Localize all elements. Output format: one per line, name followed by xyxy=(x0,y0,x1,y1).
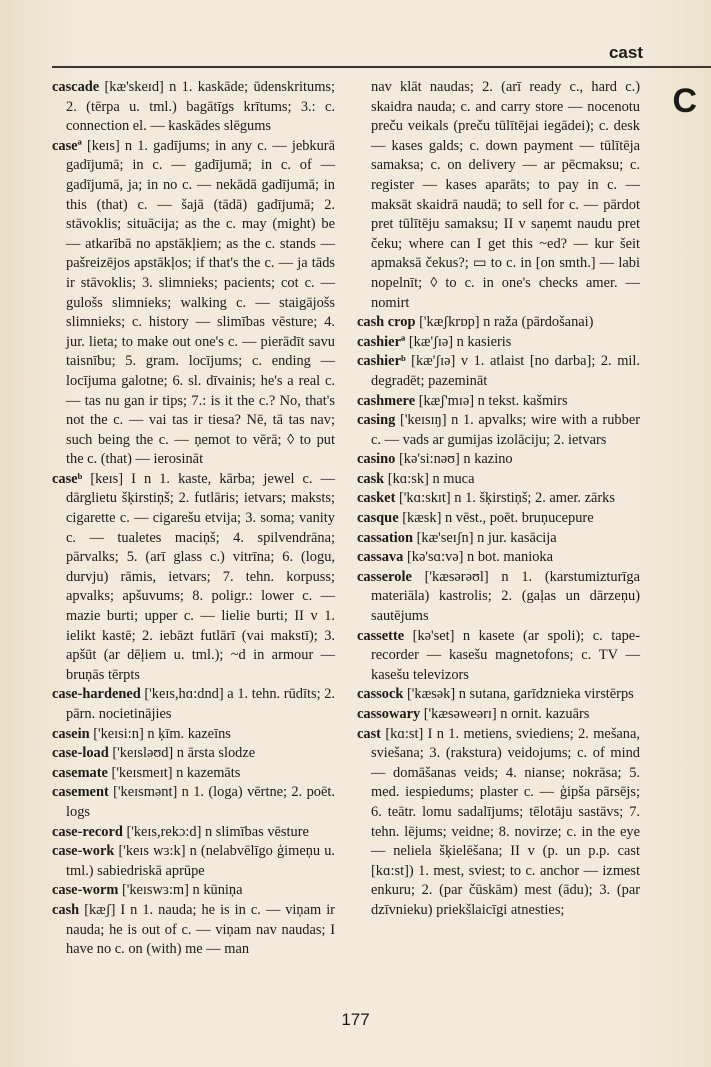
right-column xyxy=(357,78,640,921)
running-head: cast xyxy=(608,43,643,62)
headword: casein xyxy=(52,725,90,742)
headword: cassowary xyxy=(357,706,421,722)
header-rule xyxy=(52,66,711,68)
headword: case-load xyxy=(52,745,109,762)
dictionary-entry xyxy=(52,470,335,686)
dictionary-entry xyxy=(357,568,640,627)
entry-body: [keɪs] n 1. gadījums; in any c. — jebkurā gadījumā; in c. — gadījumā; in c. of — gadījumā, ja; in no c. — nekādā gadījumā; in this (that) c. — šajā (tādā) gadījumā; 2. stāvoklis; situācija; as the c. may (might) be — atkarībā no apstākļiem; as the c. stands — pašreizējos apstākļos; if that's the c. — ja tāds ir stāvoklis; 3. slimnieks; pacients; cot c. — gulošs slimnieks; walking c. — staigājošs slimnieks; c. history — slimības vēsture; 4. jur. lieta; to make out one's c. — pierādīt savu taisnību; 5. gram. locījums; c. ending — locījuma galotne; 6. sl. dīvainis; he's a real c. — tas nu gan ir tips; 7.: is it the c.? No, that's not the c. — vai tas ir tiesa? Nē, tā tas nav; such being the c. — ņemot to vērā; ◊ to put the c. (that) — ierosināt xyxy=(66,137,335,468)
dictionary-entry xyxy=(357,470,640,490)
thumb-index-letter: C xyxy=(672,82,697,120)
dictionary-entry xyxy=(357,313,640,333)
dictionary-entry xyxy=(357,333,640,353)
headword: cashierª xyxy=(357,333,406,350)
headword: cassette xyxy=(357,627,405,644)
entry-body: [kə'sɑ:və] n bot. manioka xyxy=(406,549,553,566)
headword: caseª xyxy=(52,137,82,154)
headword: cast xyxy=(357,725,381,742)
entry-body: ['keɪs wɜ:k] n (nelabvēlīgo ģimeņu u. tml.) sabiedriskā aprūpe xyxy=(66,843,335,879)
entry-body: [kæ'seɪʃn] n jur. kasācija xyxy=(416,529,557,546)
entry-body: ['keɪsmeɪt] n kazemāts xyxy=(111,764,241,781)
entry-body: ['keɪsmənt] n 1. (loga) vērtne; 2. poēt. logs xyxy=(66,784,335,820)
dictionary-entry xyxy=(52,881,335,901)
headword: cask xyxy=(357,470,385,487)
dictionary-entry xyxy=(52,137,335,470)
headword: caseᵇ xyxy=(52,470,83,487)
entry-body: ['kæʃkrɒp] n raža (pārdošanai) xyxy=(419,314,594,331)
headword: cassation xyxy=(357,529,413,546)
dictionary-entry xyxy=(357,627,640,686)
entry-body: ['kæsərəʊl] n 1. (karstumizturīga materiāla) kastrolis; 2. (gaļas un dārzeņu) sautējums xyxy=(371,568,640,625)
entry-body: ['keɪswɜ:m] n kūniņa xyxy=(121,882,243,899)
headword: case-record xyxy=(52,823,123,840)
dictionary-entry xyxy=(52,842,335,881)
headword: case-worm xyxy=(52,882,119,899)
dictionary-entry xyxy=(52,823,335,843)
dictionary-entry xyxy=(357,548,640,568)
dictionary-entry xyxy=(357,725,640,921)
dictionary-entry xyxy=(357,509,640,529)
headword: cassava xyxy=(357,549,404,566)
dictionary-entry xyxy=(357,411,640,450)
headword: cash crop xyxy=(357,314,416,331)
dictionary-entry xyxy=(52,901,335,960)
dictionary-entry xyxy=(357,685,640,705)
entry-body: [kə'set] n kasete (ar spoli); c. tape-recorder — kasešu magnetofons; c. TV — kasešu televizors xyxy=(371,627,640,683)
entry-body: [kɑ:sk] n muca xyxy=(387,470,475,487)
entry-body: [kæʃ] I n 1. nauda; he is in c. — viņam ir nauda; he is out of c. — viņam nav naudas; I have no c. on (with) me — man xyxy=(66,901,335,958)
entry-body: [kɑ:st] I n 1. metiens, sviediens; 2. mešana, sviešana; 3. (rakstura) veidojums; c. of mind — domāšanas veids; 4. nianse; nokrāsa; 5. med. iespiedums; plaster c. — ģipša pārsējs; 6. teātr. lomu sadalījums; tēlotāju sastāvs; 7. tehn. lējums; veidne; 8. novirze; c. in the eye — neliela šķielēšana; II v (p. un p.p. cast [kɑ:st]) 1. mest, sviest; to c. anchor — izmest enkuru; 2. (par čūskām) mest (ādu); 3. (par dzīvnieku) priekšlaicīgi atnesties; xyxy=(371,725,640,918)
headword: cashmere xyxy=(357,392,416,409)
headword: casino xyxy=(357,451,396,468)
entry-body: ['kæsəweərɪ] n ornit. kazuārs xyxy=(423,706,590,722)
dictionary-entry xyxy=(357,450,640,470)
entry-body: [kæʃ'mɪə] n tekst. kašmirs xyxy=(418,392,568,409)
headword: case-hardened xyxy=(52,686,141,703)
headword: cash xyxy=(52,901,80,918)
headword: casket xyxy=(357,490,396,507)
dictionary-entry xyxy=(357,705,640,725)
headword: cascade xyxy=(52,79,100,95)
entry-body: ['keɪsɪŋ] n 1. apvalks; wire with a rubber c. — vads ar gumijas izolāciju; 2. ietvars xyxy=(371,412,640,448)
entry-body: [kæsk] n vēst., poēt. bruņucepure xyxy=(402,510,594,527)
headword: casement xyxy=(52,784,109,801)
dictionary-entry xyxy=(357,78,640,313)
dictionary-entry xyxy=(52,764,335,784)
entry-body: [keɪs] I n 1. kaste, kārba; jewel c. — dārglietu šķirstiņš; 2. futlāris; ietvars; maksts; cigarette c. — cigarešu etvija; 3. soma; vanity c. — tualetes maciņš; 4. spilvendrāna; pārvalks; 5. (arī glass c.) vitrīna; 6. (logu, durvju) rāmis, ietvars; 7. tehn. korpuss; apvalks; apšuvums; 8. poligr.: lower c. — mazie burti; upper c. — lielie burti; II v 1. ielikt kastē; 2. iebāzt futlārī (vai makstī); 3. apšūt (ar dēļiem u. tml.); ~d in armour — bruņās tērpts xyxy=(66,470,335,683)
dictionary-entry xyxy=(52,685,335,724)
entry-body: [kæ'ʃɪə] v 1. atlaist [no darba]; 2. mil. degradēt; pazemināt xyxy=(371,353,640,389)
headword: casserole xyxy=(357,568,412,585)
entry-body: nav klāt naudas; 2. (arī ready c., hard c.) skaidra nauda; c. and carry store — nocenotu preču veikals (preču tūlītējai iegādei); c. desk — kases galds; c. down payment — tūlītēja samaksa; c. on delivery — ar pēcmaksu; c. register — kases aparāts; to pay in c. — maksāt skaidrā naudā; to sell for c. — pārdot pret tūlītēju samaksu; II v saņemt naudu pret čeku; where can I get this ~ed? — kur šeit apmaksā čekus?; ▭ to c. in [on smth.] — labi nopelnīt; ◊ to c. in one's checks amer. — nomirt xyxy=(371,79,640,311)
headword: case-work xyxy=(52,843,115,860)
entry-body: ['kæsək] n sutana, garīdznieka virstērps xyxy=(406,686,634,703)
headword: cassock xyxy=(357,686,404,703)
left-column xyxy=(52,78,335,960)
dictionary-entry xyxy=(357,392,640,412)
headword: casemate xyxy=(52,764,108,781)
entry-body: ['kɑ:skɪt] n 1. šķirstiņš; 2. amer. zārks xyxy=(398,490,615,507)
entry-body: [kə'si:nəʊ] n kazino xyxy=(399,451,513,468)
headword: cashierᵇ xyxy=(357,353,406,370)
page-number: 177 xyxy=(341,1010,370,1029)
headword: casque xyxy=(357,510,399,527)
dictionary-entry xyxy=(52,725,335,745)
dictionary-entry xyxy=(52,78,335,137)
entry-body: [kæ'skeɪd] n 1. kaskāde; ūdenskritums; 2. (tērpa u. tml.) bagātīgs krītums; 3.: c. connection el. — kaskādes slēgums xyxy=(66,79,335,135)
dictionary-entry xyxy=(52,783,335,822)
dictionary-entry xyxy=(52,744,335,764)
entry-body: [kæ'ʃɪə] n kasieris xyxy=(408,333,512,350)
entry-body: ['keɪsləʊd] n ārsta slodze xyxy=(112,745,256,762)
dictionary-entry xyxy=(357,529,640,549)
dictionary-entry xyxy=(357,489,640,509)
dictionary-entry xyxy=(357,352,640,391)
entry-body: ['keɪs,hɑ:dnd] a 1. tehn. rūdīts; 2. pārn. nocietinājies xyxy=(66,686,335,722)
entry-body: ['keɪs,rekɔ:d] n slimības vēsture xyxy=(126,823,309,840)
headword: casing xyxy=(357,412,396,429)
entry-body: ['keɪsi:n] n ķīm. kazeīns xyxy=(93,725,231,742)
